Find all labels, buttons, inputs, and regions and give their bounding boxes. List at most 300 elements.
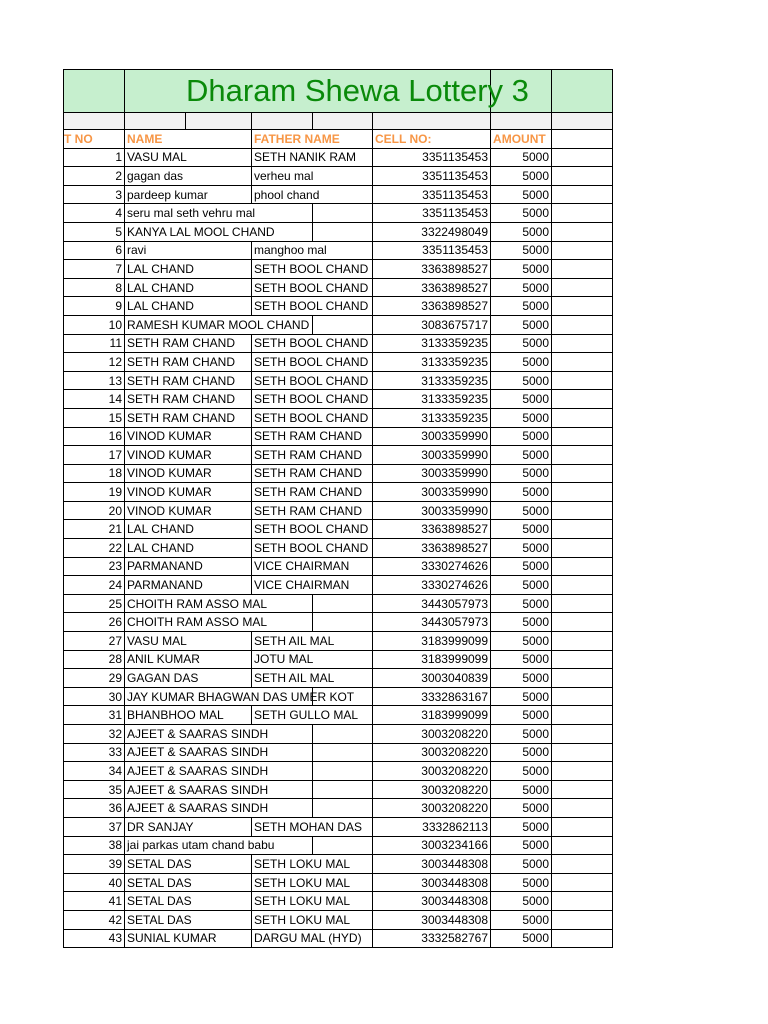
row-name[interactable]: VINOD KUMAR [125,427,252,446]
row-name[interactable]: SETAL DAS [125,873,252,892]
row-number[interactable]: 10 [64,315,125,334]
row-cell-no[interactable]: 3133359235 [373,334,491,353]
row-number[interactable]: 27 [64,632,125,651]
row-empty[interactable] [552,743,613,762]
row-name[interactable]: LAL CHAND [125,539,252,558]
row-amount[interactable]: 5000 [491,520,552,539]
row-amount[interactable]: 5000 [491,167,552,186]
row-father[interactable]: SETH LOKU MAL [252,910,373,929]
row-empty[interactable] [552,204,613,223]
row-father[interactable]: SETH LOKU MAL [252,892,373,911]
table-row [64,185,613,204]
row-father[interactable] [313,594,373,613]
row-number[interactable]: 31 [64,706,125,725]
row-number[interactable]: 37 [64,817,125,836]
row-name[interactable]: AJEET & SAARAS SINDH [125,780,313,799]
row-empty[interactable] [552,371,613,390]
row-cell-no[interactable]: 3351135453 [373,185,491,204]
row-cell-no[interactable]: 3003359990 [373,446,491,465]
row-father[interactable]: JOTU MAL [252,650,373,669]
row-name[interactable]: AJEET & SAARAS SINDH [125,762,313,781]
row-name[interactable]: PARMANAND [125,576,252,595]
row-number[interactable]: 20 [64,501,125,520]
row-empty[interactable] [552,427,613,446]
blank-cell[interactable] [373,113,491,130]
table-row [64,371,613,390]
row-cell-no[interactable]: 3351135453 [373,204,491,223]
row-father[interactable]: SETH BOOL CHAND [252,260,373,279]
row-empty[interactable] [552,873,613,892]
row-cell-no[interactable]: 3322498049 [373,222,491,241]
row-number[interactable]: 41 [64,892,125,911]
row-cell-no[interactable]: 3003040839 [373,669,491,688]
row-empty[interactable] [552,594,613,613]
row-number[interactable]: 32 [64,725,125,744]
row-amount[interactable]: 5000 [491,241,552,260]
row-father[interactable] [313,743,373,762]
row-name[interactable]: GAGAN DAS [125,669,252,688]
row-number[interactable]: 43 [64,929,125,948]
row-cell-no[interactable]: 3003448308 [373,873,491,892]
row-father[interactable]: SETH BOOL CHAND [252,390,373,409]
row-father[interactable] [313,725,373,744]
row-empty[interactable] [552,557,613,576]
row-number[interactable]: 2 [64,167,125,186]
row-name[interactable]: LAL CHAND [125,278,252,297]
row-empty[interactable] [552,762,613,781]
row-number[interactable]: 6 [64,241,125,260]
table-row [64,539,613,558]
row-father[interactable]: DARGU MAL (HYD) [252,929,373,948]
row-number[interactable]: 16 [64,427,125,446]
row-name[interactable]: SETH RAM CHAND [125,371,252,390]
row-number[interactable]: 18 [64,464,125,483]
row-cell-no[interactable]: 3003448308 [373,910,491,929]
row-cell-no[interactable]: 3003448308 [373,855,491,874]
row-amount[interactable]: 5000 [491,557,552,576]
row-number[interactable]: 21 [64,520,125,539]
row-name[interactable]: CHOITH RAM ASSO MAL [125,613,313,632]
row-empty[interactable] [552,855,613,874]
row-name[interactable]: ravi [125,241,252,260]
row-cell-no[interactable]: 3332862113 [373,817,491,836]
row-name[interactable]: AJEET & SAARAS SINDH [125,799,313,818]
row-amount[interactable]: 5000 [491,334,552,353]
row-amount[interactable]: 5000 [491,855,552,874]
row-cell-no[interactable]: 3443057973 [373,594,491,613]
table-row [64,613,613,632]
row-empty[interactable] [552,910,613,929]
row-name[interactable]: gagan das [125,167,252,186]
row-father[interactable]: SETH RAM CHAND [252,446,373,465]
row-number[interactable]: 9 [64,297,125,316]
row-amount[interactable]: 5000 [491,501,552,520]
row-cell-no[interactable]: 3363898527 [373,297,491,316]
row-name[interactable]: VINOD KUMAR [125,464,252,483]
row-empty[interactable] [552,929,613,948]
row-cell-no[interactable]: 3332863167 [373,687,491,706]
row-cell-no[interactable]: 3003208220 [373,743,491,762]
row-number[interactable]: 8 [64,278,125,297]
table-row [64,762,613,781]
row-empty[interactable] [552,148,613,167]
row-number[interactable]: 4 [64,204,125,223]
row-name[interactable]: LAL CHAND [125,297,252,316]
row-empty[interactable] [552,669,613,688]
row-empty[interactable] [552,315,613,334]
row-father[interactable]: SETH NANIK RAM [252,148,373,167]
row-cell-no[interactable]: 3443057973 [373,613,491,632]
title-cell-a[interactable] [64,70,125,113]
blank-cell[interactable] [252,113,313,130]
blank-cell[interactable] [552,113,613,130]
row-amount[interactable]: 5000 [491,446,552,465]
row-amount[interactable]: 5000 [491,278,552,297]
row-name[interactable]: SETAL DAS [125,910,252,929]
header-cell[interactable]: CELL NO: [373,130,491,149]
row-name[interactable]: SETH RAM CHAND [125,408,252,427]
row-amount[interactable]: 5000 [491,817,552,836]
row-empty[interactable] [552,297,613,316]
row-cell-no[interactable]: 3363898527 [373,278,491,297]
row-father[interactable]: SETH AIL MAL [252,632,373,651]
row-empty[interactable] [552,892,613,911]
row-amount[interactable]: 5000 [491,725,552,744]
blank-cell[interactable] [491,113,552,130]
row-father[interactable] [313,315,373,334]
row-number[interactable]: 11 [64,334,125,353]
row-father[interactable]: VICE CHAIRMAN [252,576,373,595]
table-row [64,241,613,260]
row-father[interactable]: verheu mal [252,167,373,186]
row-cell-no[interactable]: 3332582767 [373,929,491,948]
row-amount[interactable]: 5000 [491,762,552,781]
row-father[interactable] [313,613,373,632]
row-empty[interactable] [552,334,613,353]
row-empty[interactable] [552,278,613,297]
row-amount[interactable]: 5000 [491,483,552,502]
row-father[interactable]: VICE CHAIRMAN [252,557,373,576]
row-name[interactable]: VINOD KUMAR [125,501,252,520]
row-number[interactable]: 33 [64,743,125,762]
row-name[interactable]: JAY KUMAR BHAGWAN DAS UMER KOT [125,687,313,706]
row-cell-no[interactable]: 3330274626 [373,557,491,576]
row-empty[interactable] [552,836,613,855]
row-name[interactable]: SUNIAL KUMAR [125,929,252,948]
row-empty[interactable] [552,520,613,539]
sheet-title[interactable]: Dharam Shewa Lottery 3 [125,70,491,113]
row-number[interactable]: 25 [64,594,125,613]
table-row [64,929,613,948]
row-father[interactable]: SETH BOOL CHAND [252,353,373,372]
row-number[interactable]: 12 [64,353,125,372]
row-amount[interactable]: 5000 [491,315,552,334]
row-empty[interactable] [552,353,613,372]
row-empty[interactable] [552,241,613,260]
row-cell-no[interactable]: 3133359235 [373,371,491,390]
row-amount[interactable]: 5000 [491,910,552,929]
row-cell-no[interactable]: 3133359235 [373,390,491,409]
row-name[interactable]: SETH RAM CHAND [125,353,252,372]
row-amount[interactable]: 5000 [491,613,552,632]
row-father[interactable]: phool chand [252,185,373,204]
row-cell-no[interactable]: 3351135453 [373,241,491,260]
row-name[interactable]: KANYA LAL MOOL CHAND [125,222,313,241]
row-amount[interactable]: 5000 [491,204,552,223]
row-father[interactable]: SETH BOOL CHAND [252,334,373,353]
row-cell-no[interactable]: 3363898527 [373,539,491,558]
row-empty[interactable] [552,576,613,595]
row-number[interactable]: 35 [64,780,125,799]
row-name[interactable]: SETAL DAS [125,855,252,874]
row-amount[interactable]: 5000 [491,706,552,725]
row-empty[interactable] [552,390,613,409]
row-amount[interactable]: 5000 [491,185,552,204]
row-amount[interactable]: 5000 [491,799,552,818]
row-name[interactable]: AJEET & SAARAS SINDH [125,725,313,744]
row-number[interactable]: 19 [64,483,125,502]
table-row [64,855,613,874]
row-name[interactable]: LAL CHAND [125,260,252,279]
row-number[interactable]: 42 [64,910,125,929]
table-row [64,446,613,465]
row-father[interactable] [313,836,373,855]
row-empty[interactable] [552,464,613,483]
row-name[interactable]: VASU MAL [125,148,252,167]
row-empty[interactable] [552,185,613,204]
row-number[interactable]: 5 [64,222,125,241]
row-amount[interactable]: 5000 [491,148,552,167]
table-row [64,576,613,595]
row-empty[interactable] [552,167,613,186]
row-cell-no[interactable]: 3003234166 [373,836,491,855]
row-name[interactable]: SETH RAM CHAND [125,334,252,353]
row-empty[interactable] [552,650,613,669]
row-number[interactable]: 30 [64,687,125,706]
row-amount[interactable]: 5000 [491,353,552,372]
row-amount[interactable]: 5000 [491,669,552,688]
row-number[interactable]: 15 [64,408,125,427]
row-cell-no[interactable]: 3183999099 [373,650,491,669]
table-row [64,278,613,297]
row-empty[interactable] [552,539,613,558]
table-row [64,483,613,502]
row-number[interactable]: 39 [64,855,125,874]
table-row [64,222,613,241]
row-name[interactable]: seru mal seth vehru mal [125,204,313,223]
row-cell-no[interactable]: 3003208220 [373,762,491,781]
row-number[interactable]: 29 [64,669,125,688]
table-row [64,817,613,836]
row-amount[interactable]: 5000 [491,873,552,892]
row-father[interactable]: SETH BOOL CHAND [252,539,373,558]
row-father[interactable]: SETH RAM CHAND [252,483,373,502]
header-amount[interactable]: AMOUNT [491,130,552,149]
row-empty[interactable] [552,501,613,520]
row-number[interactable]: 38 [64,836,125,855]
header-sno[interactable]: T NO [64,130,125,149]
table-row [64,557,613,576]
row-number[interactable]: 28 [64,650,125,669]
row-amount[interactable]: 5000 [491,929,552,948]
row-father[interactable]: SETH BOOL CHAND [252,371,373,390]
row-cell-no[interactable]: 3003208220 [373,780,491,799]
row-name[interactable]: jai parkas utam chand babu [125,836,313,855]
row-father[interactable]: SETH BOOL CHAND [252,297,373,316]
row-name[interactable]: CHOITH RAM ASSO MAL [125,594,313,613]
row-father[interactable] [313,799,373,818]
row-amount[interactable]: 5000 [491,408,552,427]
row-number[interactable]: 7 [64,260,125,279]
row-number[interactable]: 26 [64,613,125,632]
row-empty[interactable] [552,725,613,744]
header-empty[interactable] [552,130,613,149]
row-number[interactable]: 22 [64,539,125,558]
row-number[interactable]: 3 [64,185,125,204]
row-cell-no[interactable]: 3083675717 [373,315,491,334]
blank-cell[interactable] [186,113,252,130]
row-number[interactable]: 14 [64,390,125,409]
table-row [64,260,613,279]
blank-cell[interactable] [125,113,186,130]
table-row [64,725,613,744]
row-empty[interactable] [552,706,613,725]
table-row [64,297,613,316]
row-number[interactable]: 13 [64,371,125,390]
row-empty[interactable] [552,446,613,465]
blank-cell[interactable] [313,113,373,130]
row-father[interactable]: SETH GULLO MAL [252,706,373,725]
row-amount[interactable]: 5000 [491,464,552,483]
row-father[interactable]: SETH AIL MAL [252,669,373,688]
row-amount[interactable]: 5000 [491,371,552,390]
row-cell-no[interactable]: 3003448308 [373,892,491,911]
row-amount[interactable]: 5000 [491,743,552,762]
row-father[interactable]: SETH MOHAN DAS [252,817,373,836]
row-cell-no[interactable]: 3003208220 [373,725,491,744]
row-empty[interactable] [552,780,613,799]
row-number[interactable]: 36 [64,799,125,818]
row-empty[interactable] [552,613,613,632]
row-name[interactable]: pardeep kumar [125,185,252,204]
table-row [64,780,613,799]
row-number[interactable]: 34 [64,762,125,781]
row-cell-no[interactable]: 3003359990 [373,427,491,446]
row-number[interactable]: 40 [64,873,125,892]
title-cell-h[interactable] [552,70,613,113]
row-cell-no[interactable]: 3351135453 [373,167,491,186]
row-name[interactable]: RAMESH KUMAR MOOL CHAND [125,315,313,334]
row-amount[interactable]: 5000 [491,390,552,409]
row-cell-no[interactable]: 3133359235 [373,408,491,427]
row-amount[interactable]: 5000 [491,632,552,651]
table-row [64,836,613,855]
row-number[interactable]: 1 [64,148,125,167]
row-father[interactable]: SETH BOOL CHAND [252,520,373,539]
row-empty[interactable] [552,687,613,706]
row-father[interactable]: SETH LOKU MAL [252,855,373,874]
row-amount[interactable]: 5000 [491,297,552,316]
row-number[interactable]: 17 [64,446,125,465]
row-name[interactable]: VINOD KUMAR [125,483,252,502]
row-amount[interactable]: 5000 [491,892,552,911]
table-row [64,390,613,409]
row-name[interactable]: PARMANAND [125,557,252,576]
row-name[interactable]: SETH RAM CHAND [125,390,252,409]
row-name[interactable]: AJEET & SAARAS SINDH [125,743,313,762]
row-empty[interactable] [552,632,613,651]
row-number[interactable]: 23 [64,557,125,576]
row-amount[interactable]: 5000 [491,260,552,279]
row-empty[interactable] [552,817,613,836]
row-father[interactable]: manghoo mal [252,241,373,260]
row-name[interactable]: LAL CHAND [125,520,252,539]
blank-cell[interactable] [64,113,125,130]
row-cell-no[interactable]: 3330274626 [373,576,491,595]
row-amount[interactable]: 5000 [491,687,552,706]
row-name[interactable]: VINOD KUMAR [125,446,252,465]
header-father[interactable]: FATHER NAME [252,130,373,149]
title-row [64,70,613,113]
row-cell-no[interactable]: 3003359990 [373,501,491,520]
row-cell-no[interactable]: 3183999099 [373,706,491,725]
row-father[interactable]: SETH RAM CHAND [252,464,373,483]
row-cell-no[interactable]: 3363898527 [373,260,491,279]
row-father[interactable] [313,204,373,223]
row-cell-no[interactable]: 3133359235 [373,353,491,372]
row-name[interactable]: BHANBHOO MAL [125,706,252,725]
row-cell-no[interactable]: 3363898527 [373,520,491,539]
row-name[interactable]: ANIL KUMAR [125,650,252,669]
row-empty[interactable] [552,408,613,427]
row-cell-no[interactable]: 3003359990 [373,483,491,502]
row-amount[interactable]: 5000 [491,427,552,446]
row-father[interactable]: SETH BOOL CHAND [252,278,373,297]
row-name[interactable]: DR SANJAY [125,817,252,836]
row-father[interactable]: SETH LOKU MAL [252,873,373,892]
row-empty[interactable] [552,483,613,502]
row-father[interactable] [313,222,373,241]
row-father[interactable] [313,762,373,781]
row-empty[interactable] [552,260,613,279]
header-name[interactable]: NAME [125,130,252,149]
row-cell-no[interactable]: 3351135453 [373,148,491,167]
row-number[interactable]: 24 [64,576,125,595]
row-cell-no[interactable]: 3003359990 [373,464,491,483]
row-amount[interactable]: 5000 [491,222,552,241]
row-cell-no[interactable]: 3003208220 [373,799,491,818]
row-amount[interactable]: 5000 [491,650,552,669]
row-amount[interactable]: 5000 [491,539,552,558]
row-amount[interactable]: 5000 [491,780,552,799]
table-row [64,892,613,911]
row-amount[interactable]: 5000 [491,594,552,613]
row-cell-no[interactable]: 3183999099 [373,632,491,651]
row-father[interactable]: SETH RAM CHAND [252,501,373,520]
row-amount[interactable]: 5000 [491,836,552,855]
row-amount[interactable]: 5000 [491,576,552,595]
row-father[interactable]: SETH BOOL CHAND [252,408,373,427]
row-father[interactable]: SETH RAM CHAND [252,427,373,446]
table-row [64,408,613,427]
row-name[interactable]: SETAL DAS [125,892,252,911]
table-row [64,501,613,520]
row-empty[interactable] [552,222,613,241]
blank-row [64,113,613,130]
row-name[interactable]: VASU MAL [125,632,252,651]
row-empty[interactable] [552,799,613,818]
row-father[interactable] [313,780,373,799]
